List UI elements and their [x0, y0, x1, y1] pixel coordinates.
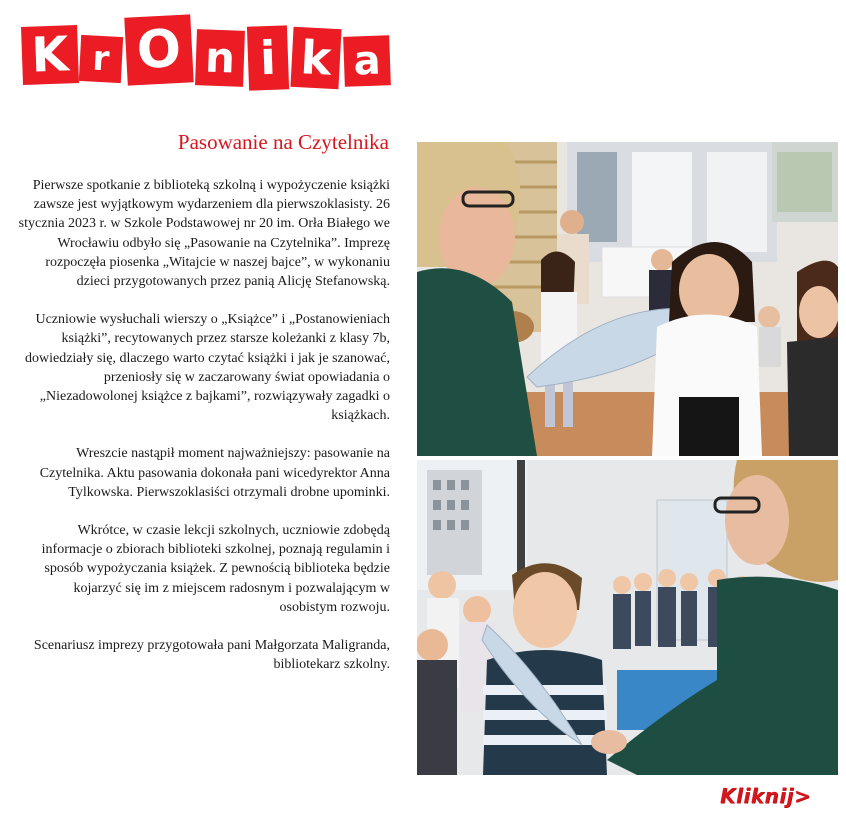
logo-letter: O	[124, 14, 193, 85]
article-paragraph: Scenariusz imprezy przygotowała pani Małgorzata Maligranda, bibliotekarz szkolny.	[33, 638, 390, 673]
article-title: Pasowanie na Czytelnika	[177, 130, 389, 154]
kronika-logo	[22, 10, 392, 90]
logo-letter: a	[343, 35, 391, 87]
article-paragraph: Wreszcie nastąpił moment najważniejszy: pasowanie na Czytelnika. Aktu pasowania dokonała pani wicedyrektor Anna Tylkowska. Pierwszoklasiści otrzymali drobne upominki.	[39, 446, 390, 500]
logo-letter: i	[247, 25, 289, 90]
event-photo-2	[417, 460, 838, 775]
logo-letter: r	[79, 35, 123, 83]
event-photo-1	[417, 142, 838, 456]
kliknij-link[interactable]: Kliknij>	[720, 784, 812, 808]
logo-letter: K	[21, 25, 79, 85]
article-paragraph: Pierwsze spotkanie z biblioteką szkolną i wypożyczenie książki zawsze jest wyjątkowym wydarzeniem dla pierwszoklasisty. 26 stycznia 2023 r. w Szkole Podstawowej nr 20 im. Orła Białego we Wrocławiu odbyło się „Pasowanie na Czytelnika”. Imprezę rozpoczęła piosenka „Witajcie w naszej bajce”, w wykonaniu dzieci przygotowanych przez panią Alicję Stefanowską.	[18, 178, 390, 290]
article-paragraph: Wkrótce, w czasie lekcji szkolnych, uczniowie zdobędą informacje o zbiorach biblioteki szkolnej, poznają regulamin i sposób wypożyczania książek. Z pewnością biblioteka będzie kojarzyć się im z miejscem radosnym i pozwalającym w osobistym rozwoju.	[41, 523, 390, 615]
article-body	[14, 176, 390, 693]
article-paragraph: Uczniowie wysłuchali wierszy o „Książce” i „Postanowieniach książki”, recytowanych przez starsze koleżanki z klasy 7b, dowiedziały się, dlaczego warto czytać książki i jak je szanować, przeniosły się w zaczarowany świat opowiadania o „Niezadowolonej książce z bajkami”, rozwiązywały zagadki o książkach.	[24, 312, 390, 424]
logo-letter: k	[290, 27, 341, 89]
logo-letter: n	[195, 29, 245, 87]
